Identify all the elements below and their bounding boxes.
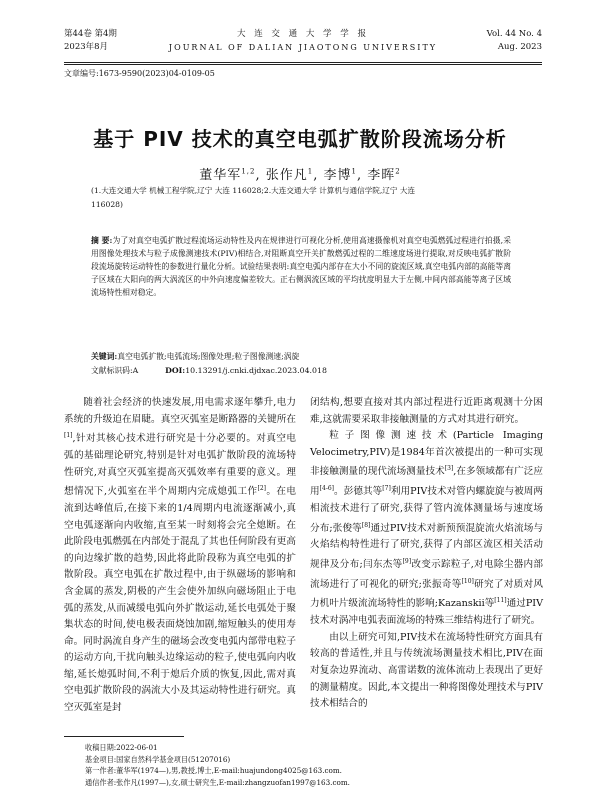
abstract-label: 摘 要: [91,236,113,245]
footnote-first-author: 第一作者:董华军(1974—),男,教授,博士,E-mail:huajundong4025@163.com. [85,766,342,775]
clc-value: A [132,366,139,375]
journal-name-en: JOURNAL OF DALIAN JIAOTONG UNIVERSITY [168,43,438,52]
keywords-text: 真空电弧扩散;电弧流场;图像处理;粒子图像测速;涡旋 [117,352,300,361]
citation: [11] [494,597,507,605]
footnote-fund: 基金项目:国家自然科学基金项目(51207016) [85,754,231,764]
author-name: 董华军 [199,168,242,183]
footnote-rule [64,736,184,737]
article-number: 文章编号:1673-9590(2023)04-0109-05 [64,69,215,78]
journal-name-cn: 大 连 交 通 大 学 学 报 [237,29,369,39]
citation: [3] [444,465,454,473]
doi-label: DOI: [165,366,186,375]
affiliations [91,184,511,212]
affiliation-line: (1.大连交通大学 机械工程学院,辽宁 大连 116028;2.大连交通大学 计算机与通信学院,辽宁 大连 [91,186,416,195]
body-paragraph: 由以上研究可知,PIV技术在流场特性研究方面具有较高的普适性,并且与传统流场测量技术相比,PIV在面对复杂边界流动、高雷诺数的流体流动上表现出了更好的测量精度。因此,本文提出一种将图像处理技术与PIV技术相结合的 [310,631,543,710]
citation: [1] [64,432,73,440]
author-affil-mark: 1 [307,167,314,176]
footnote-received: 收稿日期:2022-06-01 [85,743,158,752]
header-right [487,28,542,54]
date-cn: 2023年8月 [64,42,109,52]
body-column-left [64,395,296,717]
affiliation-line: 116028) [91,200,123,209]
author-name: 张作凡 [265,168,308,183]
keywords-label: 关键词: [91,352,118,361]
header-rule [64,62,542,63]
header-center [64,28,542,54]
citation: [4-6] [319,485,334,493]
footnotes [85,742,545,788]
volume-cn: 第44卷 第4期 [64,29,117,39]
body-paragraph: 闭结构,想要直接对其内部过程进行近距离观测十分困难,这就需要采取非接触测量的方式对其进行研究。 [310,397,543,425]
footnote-corresponding-author: 通信作者:张作凡(1997—),女,硕士研究生,E-mail:zhangzuofan1997@163.com. [85,777,350,787]
date-en: Aug. 2023 [497,42,542,52]
header-rule-thin [64,64,542,65]
body-paragraph: 随着社会经济的快速发展,用电需求逐年攀升,电力系统的升级迫在眉睫。真空灭弧室是断路器的关键所在[1],针对其核心技术进行研究是十分必要的。对真空电弧的基础理论研究,特别是针对电弧扩散阶段的流场特性研究,对真空灭弧室提高灭弧效率有重要的意义。理想情况下,火弧室在半个周期内完成熄弧工作[2]。在电流到达峰值后,在接下来的1/4周期内电流逐渐减小,真空电弧逐渐向内收缩,直至某一时刻将会完全熄断。在此阶段电弧燃弧在内部处于混乱了其也任何阶段有更高的向边缘扩散的趋势,因此将此阶段称为真空电弧的扩散阶段。真空电弧在扩散过程中,由于纵磁场的影响和含金属的蒸发,阴极的产生会使外加纵向磁场阻止于电弧的蒸发,从而减缓电弧向外扩散运动,延长电弧处于聚集状态的时间,使电极表面烧蚀加剧,缩短触头的使用寿命。同时涡流自身产生的磁场会改变电弧内部带电粒子的运动方向,干扰向触头边缘运动的粒子,使电弧向内收缩,延长熄弧时间,不利于熄后介质的恢复,因此,需对真空电弧扩散阶段的涡流大小及其运动特性进行研究。真空灭弧室是封 [64,397,296,714]
body-column-right [310,395,543,713]
author-name: 李博 [323,168,352,183]
author-affil-mark: 2 [395,167,401,176]
volume-en: Vol. 44 No. 4 [486,29,542,39]
abstract-text: 为了对真空电弧扩散过程流场运动特性及内在规律进行可视化分析,使用高速摄像机对真空电弧燃弧过程进行拍摄,采用图像处理技术与粒子成像测速技术(PIV)相结合,对阻断真空开关扩散燃弧过程的二维速度场进行提取,对反映电弧扩散阶段流场旋转运动特性的参数进行量化分析。试验结果表明:真空电弧内部存在大小不同的旋流区域,真空电弧内部的高能等离子区域在大阳向的两大涡流区的中外向速度偏差较大。正右侧涡流区域的平均扰度明显大于左侧,中间内部高能等离子区域流场特性相对稳定。 [91,236,511,297]
citation: [7] [382,485,391,493]
author-list: 董华军$^{1,2}$, 张作凡$^1$, 李博$^1$, 李晖$^2$ [199,167,401,183]
clc-label: 文献标识码: [91,366,133,375]
running-header [64,28,542,72]
author-affil-mark: 1,2 [241,167,256,176]
citation: [9] [402,557,412,565]
body-paragraph: 粒子图像测速技术(Particle Imaging Velocimetry,PIV)是1984年首次被提出的一种可实现非接触测量的现代流场测量技术[3],在多领域都有广泛应用[4-6]。彭德其等[7]利用PIV技术对管内螺旋旋与被周两相流技术进行了研究,获得了管内流体测量场与速度场分布;张俊等[8]通过PIV技术对新预预混旋流火焰流场与火焰结构特性进行了研究,获得了内部区流区相关活动规律及分布;闫东杰等[9]改变示踪粒子,对电除尘器内部流场进行了可视化的研究;张振奇等[10]研究了对质对风力机叶片级流流场特性的影响;Kazanskii等[11]通过PIV技术对涡冲电弧表面流场的特殊三维结构进行了研究。 [310,430,544,627]
keywords [91,350,511,364]
document-code-line [91,364,521,378]
doi-value: 10.13291/j.cnki.djdxac.2023.04.018 [185,366,327,375]
citation: [8] [361,521,371,529]
citation: [2] [257,485,266,493]
paper-title: 基于 PIV 技术的真空电弧扩散阶段流场分析 [93,127,507,151]
citation: [10] [461,577,474,585]
author-name: 李晖 [367,168,396,183]
author-affil-mark: 1 [351,167,357,176]
abstract [91,234,511,299]
